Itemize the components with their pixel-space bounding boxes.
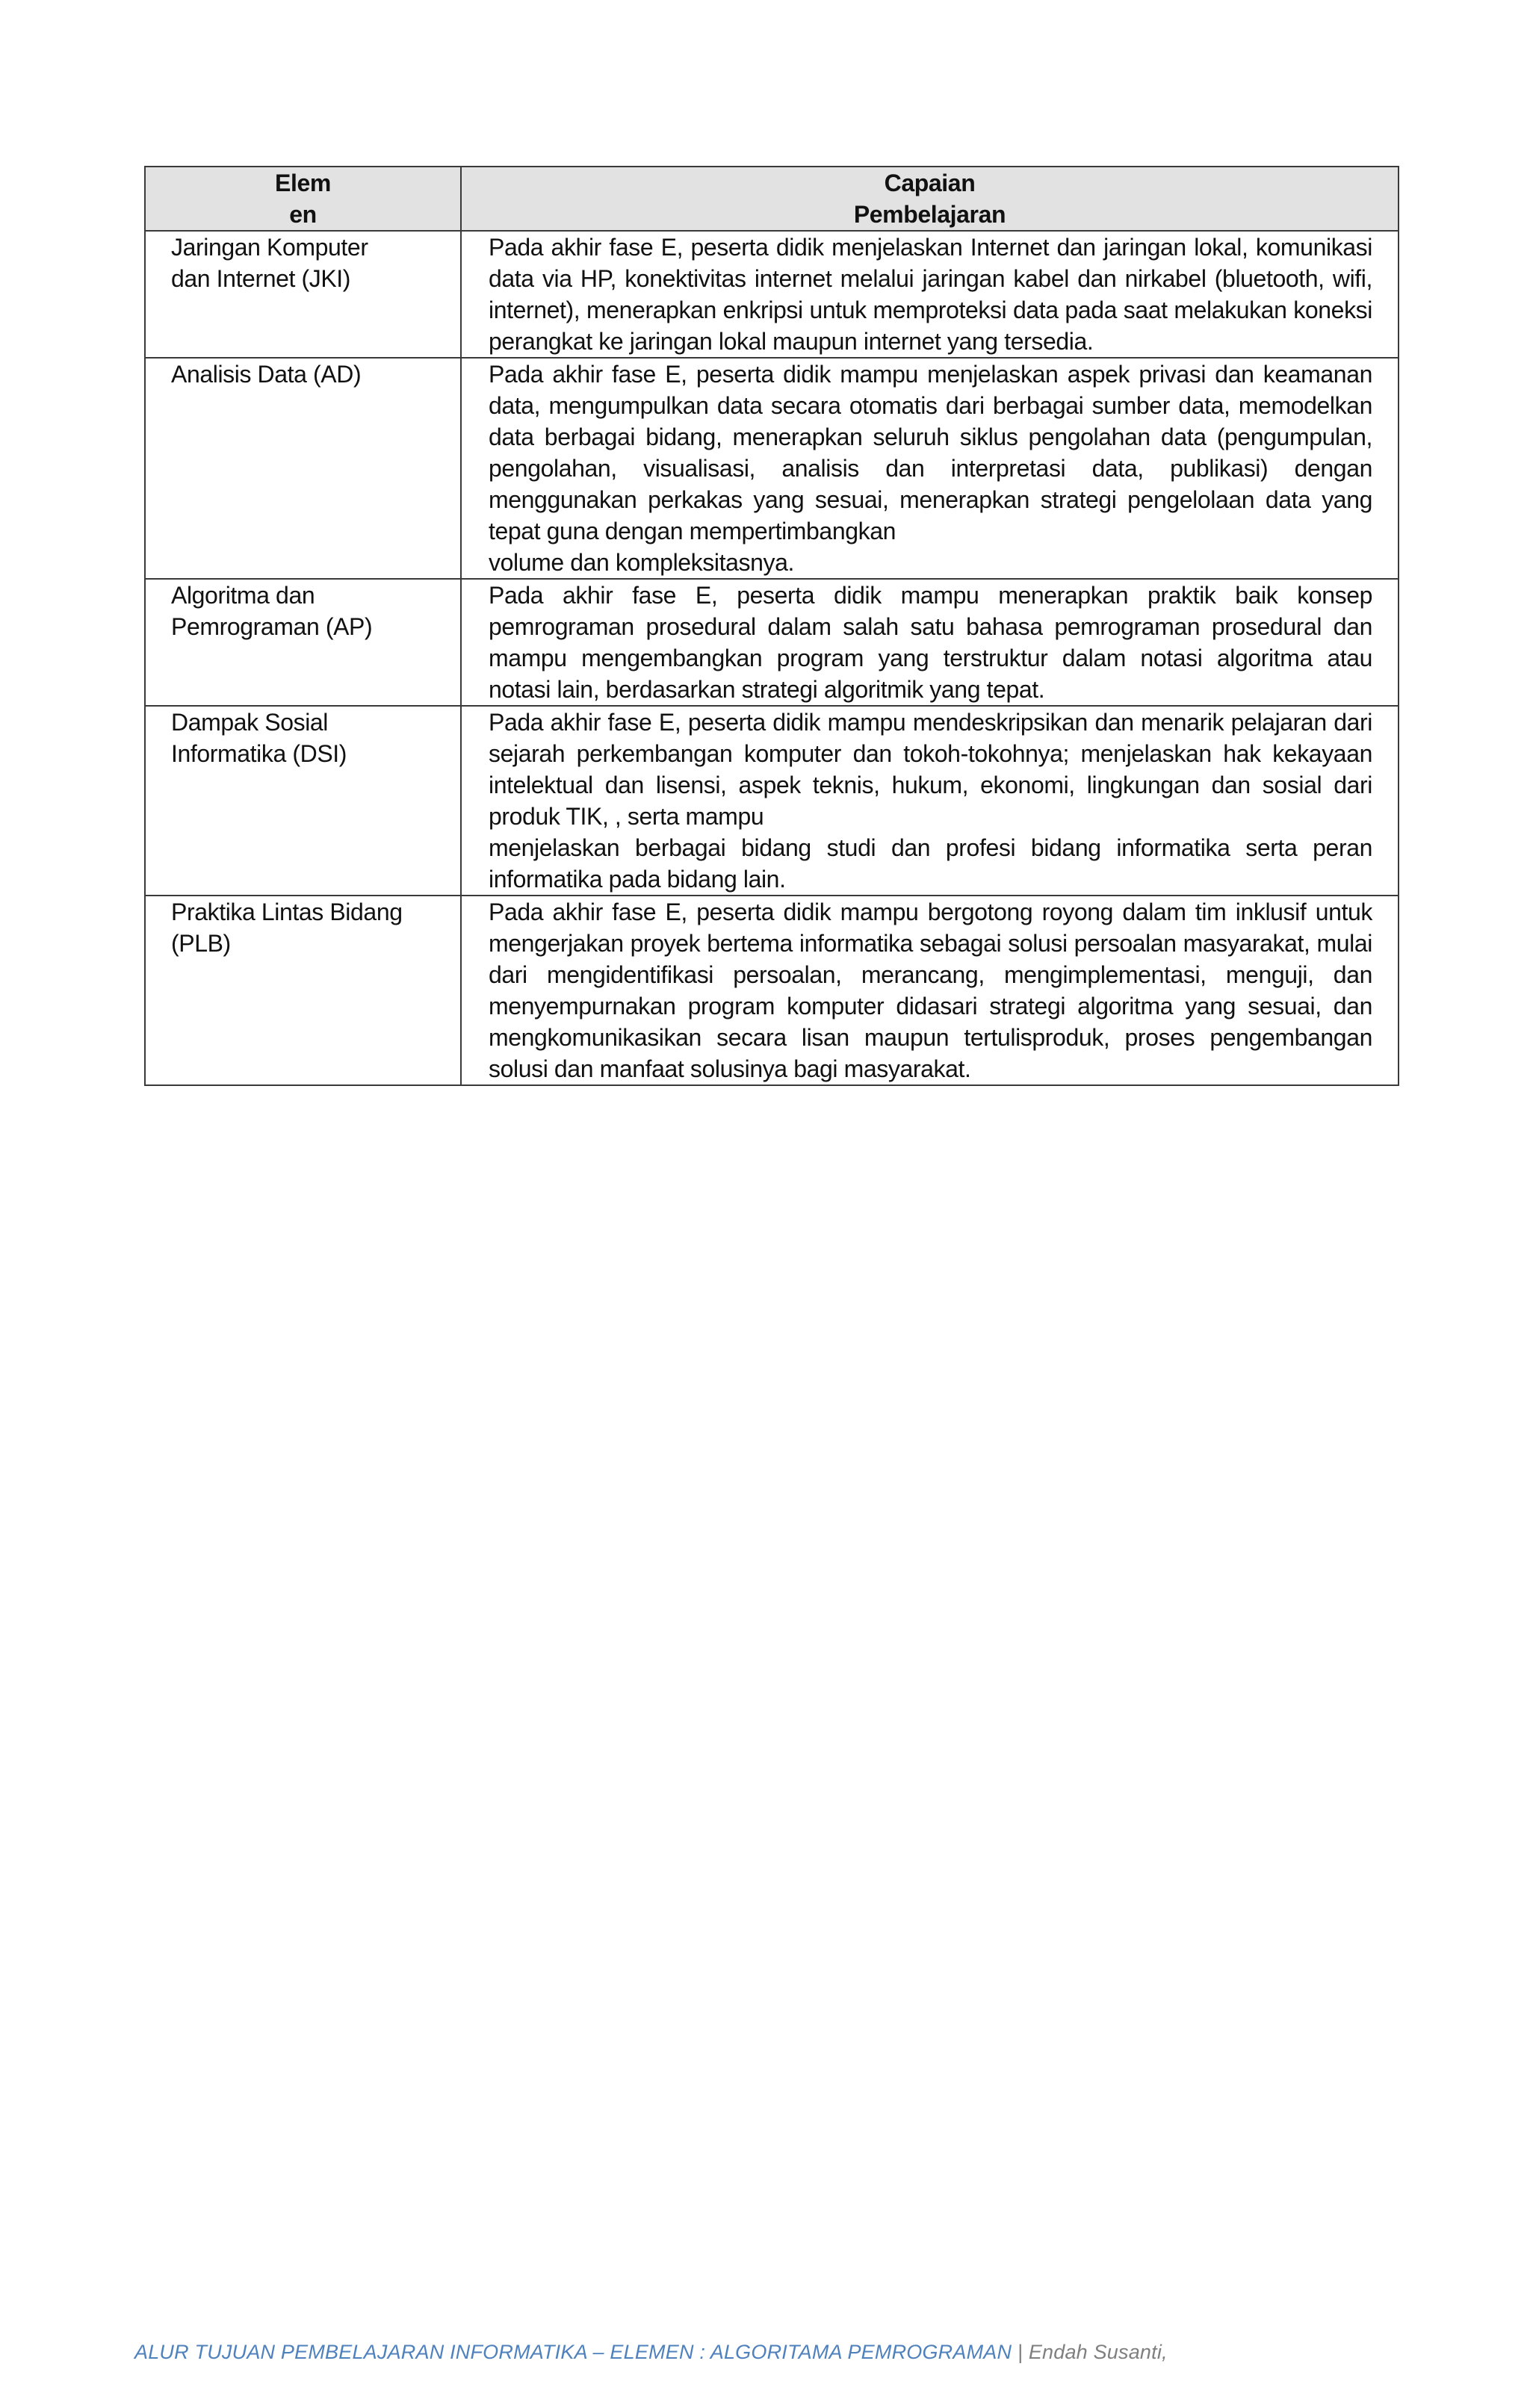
element-cell xyxy=(145,579,461,706)
header-capaian-line: Pembelajaran xyxy=(853,201,1006,228)
description-paragraph: volume dan kompleksitasnya. xyxy=(489,549,794,576)
header-capaian-line: Capaian xyxy=(884,170,976,196)
table-row-ap xyxy=(145,579,1399,706)
element-label-line: Informatika (DSI) xyxy=(171,740,347,767)
description-cell xyxy=(461,706,1399,896)
table-row-ad xyxy=(145,358,1399,579)
element-label-line: dan Internet (JKI) xyxy=(171,265,351,292)
element-label-line: Jaringan Komputer xyxy=(171,234,368,261)
description-paragraph: Pada akhir fase E, peserta didik mampu menjelaskan aspek privasi dan keamanan data, mengumpulkan data secara otomatis dari berbagai sumber data, memodelkan data berbagai bidang, menerapkan seluruh siklus pengolahan data (pengumpulan, pengolahan, visualisasi, analisis dan interpretasi data, publikasi) dengan menggunakan perkakas yang sesuai, menerapkan strategi pengelolaan data yang tepat guna dengan mempertimbangkan xyxy=(489,361,1372,544)
description-cell xyxy=(461,358,1399,579)
table-row-dsi xyxy=(145,706,1399,896)
element-label-line: Praktika Lintas Bidang xyxy=(171,899,403,925)
description-paragraph: menjelaskan berbagai bidang studi dan profesi bidang informatika serta peran informatika pada bidang lain. xyxy=(489,834,1372,893)
element-cell xyxy=(145,358,461,579)
header-capaian xyxy=(461,167,1399,231)
description-cell xyxy=(461,896,1399,1085)
element-cell xyxy=(145,231,461,358)
description-paragraph: Pada akhir fase E, peserta didik mampu bergotong royong dalam tim inklusif untuk mengerjakan proyek bertema informatika sebagai solusi persoalan masyarakat, mulai dari mengidentifikasi persoalan, merancang, mengimplementasi, menguji, dan menyempurnakan program komputer didasari strategi algoritma yang sesuai, dan mengkomunikasikan secara lisan maupun tertulisproduk, proses pengembangan solusi dan manfaat solusinya bagi masyarakat. xyxy=(489,899,1372,1082)
element-label-line: Dampak Sosial xyxy=(171,709,329,736)
element-label-line: Pemrograman (AP) xyxy=(171,613,373,640)
description-cell xyxy=(461,579,1399,706)
table-row-plb xyxy=(145,896,1399,1085)
header-element-line: en xyxy=(289,201,317,228)
element-cell xyxy=(145,896,461,1085)
footer-separator: | xyxy=(1017,2341,1023,2363)
table-header-row xyxy=(145,167,1399,231)
header-element xyxy=(145,167,461,231)
description-paragraph: Pada akhir fase E, peserta didik menjelaskan Internet dan jaringan lokal, komunikasi data via HP, konektivitas internet melalui jaringan kabel dan nirkabel (bluetooth, wifi, internet), menerapkan enkripsi untuk memproteksi data pada saat melakukan koneksi perangkat ke jaringan lokal maupun internet yang tersedia. xyxy=(489,234,1372,355)
description-cell xyxy=(461,231,1399,358)
element-label-line: Algoritma dan xyxy=(171,582,315,609)
page-footer xyxy=(134,2341,1168,2364)
element-cell xyxy=(145,706,461,896)
table-row-jki xyxy=(145,231,1399,358)
description-paragraph: Pada akhir fase E, peserta didik mampu menerapkan praktik baik konsep pemrograman prosedural dalam salah satu bahasa pemrograman prosedural dan mampu mengembangkan program yang terstruktur dalam notasi algoritma atau notasi lain, berdasarkan strategi algoritmik yang tepat. xyxy=(489,582,1372,703)
element-label-line: Analisis Data (AD) xyxy=(171,361,362,388)
element-label-line: (PLB) xyxy=(171,930,231,957)
footer-title: ALUR TUJUAN PEMBELAJARAN INFORMATIKA – ELEMEN : ALGORITAMA PEMROGRAMAN xyxy=(134,2341,1012,2363)
capaian-pembelajaran-table xyxy=(144,166,1399,1086)
footer-author: Endah Susanti, xyxy=(1028,2341,1168,2363)
description-paragraph: Pada akhir fase E, peserta didik mampu mendeskripsikan dan menarik pelajaran dari sejarah perkembangan komputer dan tokoh-tokohnya; menjelaskan hak kekayaan intelektual dan lisensi, aspek teknis, hukum, ekonomi, lingkungan dan sosial dari produk TIK, , serta mampu xyxy=(489,709,1372,830)
header-element-line: Elem xyxy=(275,170,331,196)
